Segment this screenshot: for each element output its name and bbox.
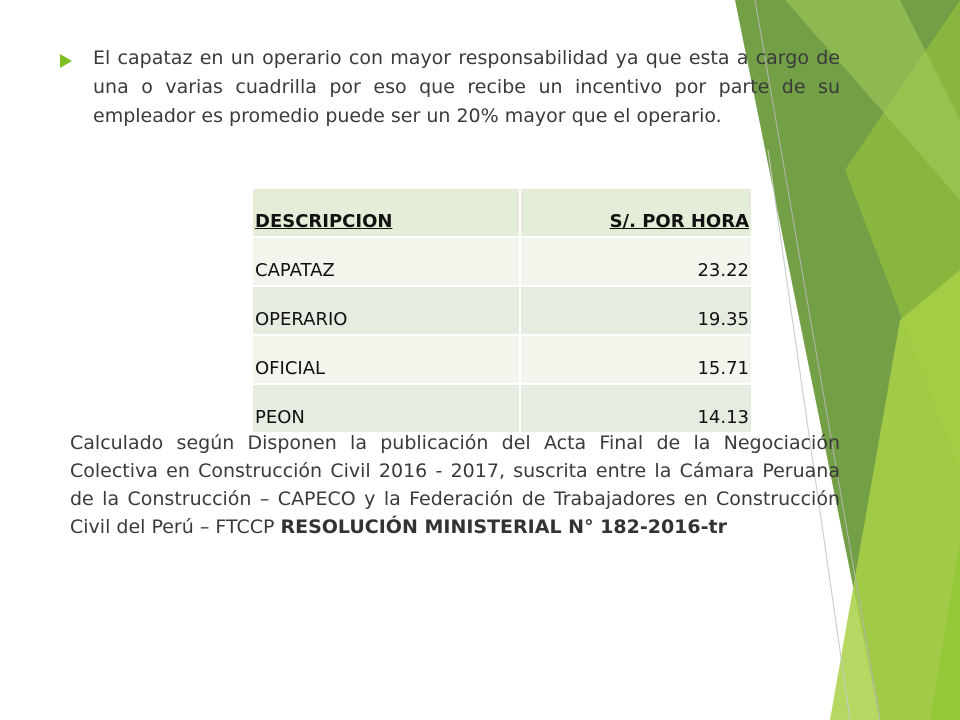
bullet-text: El capataz en un operario con mayor responsabilidad ya que esta a cargo de una o varias cuadrilla por eso que recibe un incentivo por parte de su empleador es promedio puede ser un 20% mayor que el operario. bbox=[93, 47, 840, 127]
footnote-resolution: RESOLUCIÓN MINISTERIAL N° 182-2016-tr bbox=[280, 516, 727, 538]
row-rate: 15.71 bbox=[520, 335, 751, 384]
row-description: OPERARIO bbox=[253, 286, 520, 335]
header-description: DESCRIPCION bbox=[253, 188, 520, 237]
header-rate: S/. POR HORA bbox=[520, 188, 751, 237]
triangle-bullet-icon bbox=[60, 54, 72, 68]
table-row bbox=[253, 237, 751, 286]
table-row bbox=[253, 384, 751, 432]
row-description: PEON bbox=[253, 384, 520, 432]
table-row bbox=[253, 335, 751, 384]
row-description: OFICIAL bbox=[253, 335, 520, 384]
row-description: CAPATAZ bbox=[253, 237, 520, 286]
row-rate: 14.13 bbox=[520, 384, 751, 432]
footnote-text: Calculado según Disponen la publicación del Acta Final de la Negociación Colectiva en Construcción Civil 2016 - 2017, suscrita entre la Cámara Peruana de la Construcción – CAPECO y la Federación de Trabajadores en Construcción Civil del Perú – FTCCP bbox=[70, 432, 840, 538]
table-row bbox=[253, 286, 751, 335]
bullet-point bbox=[60, 44, 840, 131]
row-rate: 19.35 bbox=[520, 286, 751, 335]
source-footnote bbox=[70, 429, 840, 541]
table-header-row bbox=[253, 188, 751, 237]
row-rate: 23.22 bbox=[520, 237, 751, 286]
hourly-rates-table bbox=[253, 187, 751, 432]
